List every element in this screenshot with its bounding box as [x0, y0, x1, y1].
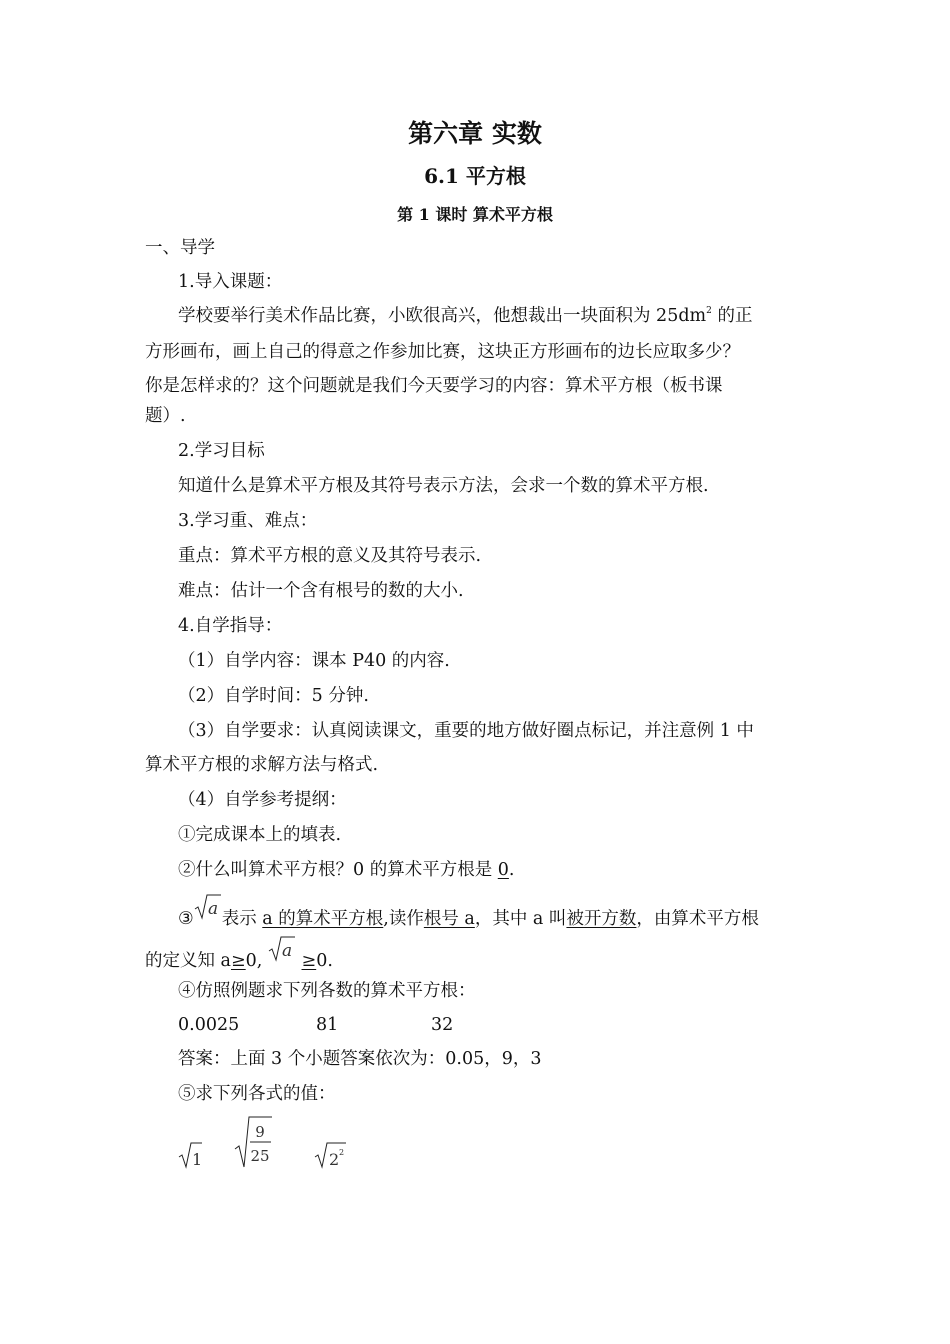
item3-answer-3: 被开方数	[566, 909, 637, 929]
item3-marker: ③	[178, 909, 194, 929]
number-3: 32	[431, 1015, 454, 1035]
intro-line-4: 题）.	[145, 406, 186, 426]
outline-item-5: ⑤求下列各式的值：	[178, 1084, 336, 1104]
item3-answer-4: ≥	[231, 951, 246, 971]
item3-text-3: ，其中 a 叫	[474, 909, 567, 929]
item3-text-2: ,读作	[383, 909, 424, 929]
item2-answer: 0	[497, 860, 509, 880]
sqrt-icon	[194, 892, 222, 922]
intro-text-1: 学校要举行美术作品比赛，小欧很高兴，他想裁出一块面积为 25dm	[178, 306, 707, 326]
intro-line-3: 你是怎样求的？这个问题就是我们今天要学习的内容：算术平方根（板书课	[145, 376, 723, 396]
guide-label: 4.自学指导：	[178, 616, 283, 636]
item3-text-6: 0,	[245, 951, 268, 971]
outline-item-1: ①完成课本上的填表.	[178, 825, 342, 845]
keys-label: 3.学习重、难点：	[178, 511, 318, 531]
guide-req-1: （3）自学要求：认真阅读课文，重要的地方做好圈点标记，并注意例 1 中	[178, 721, 754, 741]
guide-req-2: 算术平方根的求解方法与格式.	[145, 755, 379, 775]
item2-text: ②什么叫算术平方根？0 的算术平方根是	[178, 860, 498, 880]
superscript: 2	[706, 306, 712, 316]
expr-3-exponent: 2	[339, 1148, 345, 1157]
difficulty-point: 难点：估计一个含有根号的数的大小.	[178, 581, 464, 601]
goals-text: 知道什么是算术平方根及其符号表示方法，会求一个数的算术平方根.	[178, 476, 709, 496]
outline-item-3	[178, 899, 759, 931]
radicand: a	[281, 941, 293, 961]
number-1: 0.0025	[178, 1015, 240, 1035]
expr-3-base: 2	[329, 1150, 340, 1169]
outline-item-2	[178, 858, 514, 882]
expr-1-radicand: 1	[192, 1150, 203, 1169]
guide-content: （1）自学内容：课本 P40 的内容.	[178, 651, 450, 671]
guide-time: （2）自学时间：5 分钟.	[178, 686, 369, 706]
radical-a	[194, 899, 222, 926]
item3-text-4: ，由算术平方根	[636, 909, 759, 929]
expr-sqrt-fraction	[234, 1113, 276, 1171]
expr-2-denominator: 25	[250, 1147, 270, 1165]
outline-item-4: ④仿照例题求下列各数的算术平方根：	[178, 981, 476, 1001]
section-title: 6.1 平方根	[424, 164, 526, 188]
radical-a-2	[268, 941, 296, 968]
item3-answer-5: ≥	[301, 951, 317, 971]
radicand: a	[207, 899, 218, 919]
intro-line-1	[178, 304, 752, 328]
chapter-title: 第六章 实数	[408, 119, 542, 148]
item3-answer-1: a 的算术平方根	[262, 909, 384, 929]
answer-line: 答案：上面 3 个小题答案依次为：0.05，9，3	[178, 1049, 542, 1069]
item3-text-7: 0.	[316, 951, 333, 971]
outline-label: （4）自学参考提纲：	[178, 790, 347, 810]
goals-label: 2.学习目标	[178, 441, 265, 461]
item3-answer-2: 根号 a	[423, 909, 475, 929]
intro-label: 1.导入课题：	[178, 272, 283, 292]
part-heading: 一、导学	[145, 238, 215, 258]
item2-end: .	[508, 860, 515, 880]
item3-text-1: 表示	[221, 909, 263, 929]
number-2: 81	[316, 1015, 339, 1035]
intro-line-2: 方形画布，画上自己的得意之作参加比赛，这块正方形画布的边长应取多少？	[145, 342, 740, 362]
outline-item-3-cont	[145, 941, 333, 973]
expr-sqrt-power	[314, 1140, 352, 1170]
key-point: 重点：算术平方根的意义及其符号表示.	[178, 546, 482, 566]
expr-2-numerator: 9	[255, 1123, 265, 1141]
item3-text-5: 的定义知 a	[145, 951, 231, 971]
intro-text-1-end: 的正	[711, 306, 753, 326]
expr-sqrt-1	[178, 1140, 206, 1170]
sqrt-icon	[268, 934, 296, 964]
lesson-title: 第 1 课时 算术平方根	[397, 205, 553, 224]
